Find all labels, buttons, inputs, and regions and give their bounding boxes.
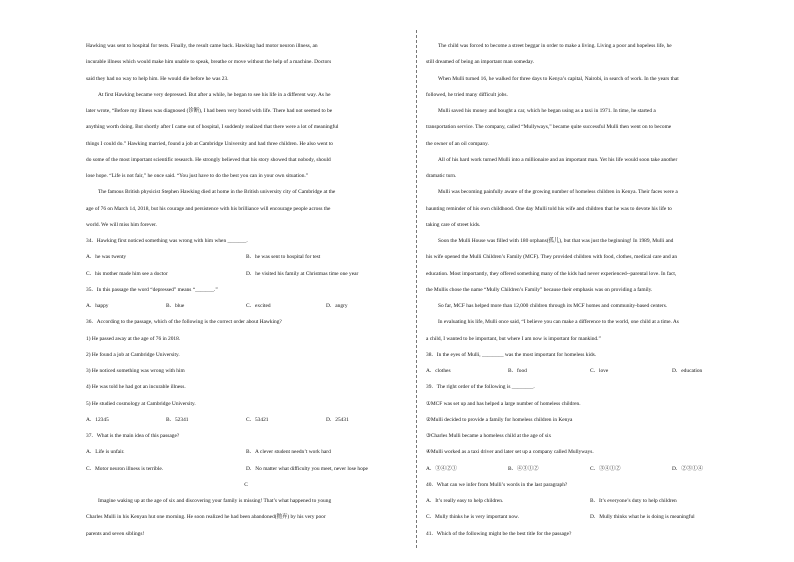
text-line: When Mulli turned 16, he walked for three days to Kenya’s capital, Nairobi, in search of work. In the years that	[438, 75, 679, 82]
passage-b-text	[86, 38, 406, 233]
question-38-options	[426, 363, 754, 379]
text-line: incurable illness which would make him unable to speak, breathe or move without the help of a machine. Doctors	[86, 59, 332, 66]
question-36: 36．According to the passage, which of the following is the correct order about Hawking?	[86, 319, 282, 326]
question-36-item-4: 4) He was told he had got an incurable illness.	[86, 384, 186, 391]
text-line: Hawking was sent to hospital for tests. Finally, the result came back. Hawking had motor neuron illness, an	[86, 43, 318, 49]
text-line: lose hope. “Life is not fair,” he once said. “You just have to do the best you can in your own situation.”	[86, 173, 309, 179]
option-c: C．Mully thinks he is very important now.	[426, 514, 519, 521]
text-line: So far, MCF has helped more than 12,000 children through its MCF homes and community-based centers.	[438, 303, 668, 309]
text-line: transportation service. The company, called “Mullyways,” became quite successful Mulli then went on to become	[426, 124, 672, 131]
question-36-item-2: 2) He found a job at Cambridge University.	[86, 351, 180, 358]
option-c: C．his mother made him see a doctor	[86, 270, 168, 277]
option-d: D．Mully thinks what he is doing is meaningful	[590, 514, 695, 521]
text-line: education. Most importantly, they offered something many of the kids had never experienced--parental love. In fact,	[426, 270, 677, 277]
option-a: A．③④②①	[426, 465, 457, 472]
question-35-options	[86, 298, 406, 314]
text-line: age of 76 on March 14, 2018, but his courage and persistence with his brilliance will encourage people across the	[86, 205, 331, 212]
question-34-options-row2	[86, 266, 406, 282]
option-b: B．he was sent to hospital for test	[246, 254, 321, 261]
right-column	[426, 38, 754, 542]
option-c: C．excited	[246, 303, 271, 309]
text-line: Charles Mulli in his Kenyan hut one morning. He soon realized he had been abandoned(抛弃) by his very poor	[86, 514, 326, 521]
text-line: do some of the most important scientific research. He strongly believed that his story showed that nobody, should	[86, 156, 331, 163]
option-c: C．love	[590, 368, 609, 374]
option-b: B．food	[508, 368, 527, 374]
text-line: The child was forced to become a street beggar in order to make a living. Living a poor and hopeless life, he	[438, 43, 672, 49]
option-d: D．No matter what difficulty you meet, never lose hope	[246, 465, 368, 472]
question-37-options-row2	[86, 461, 406, 477]
text-line: still dreamed of being an important man someday.	[426, 59, 535, 66]
question-39-item-2: ②Mulli decided to provide a family for homeless children in Kenya	[426, 416, 573, 423]
text-line: At first Hawking became very depressed. But after a while, he began to see his life in a different way. As he	[98, 91, 331, 98]
text-line: anything worth doing. But shortly after I came out of hospital, I suddenly realized that there were a lot of meaningful	[86, 124, 339, 131]
question-37-options-row1	[86, 444, 406, 460]
option-a: A．he was twenty	[86, 254, 127, 261]
question-36-item-3: 3) He noticed something was wrong with him	[86, 368, 185, 374]
text-line: In evaluating his life, Mulli once said, “I believe you can make a difference to the world, one child at a time. As	[438, 319, 679, 326]
question-40-options-row1	[426, 493, 754, 509]
text-line: followed, he tried many difficult jobs.	[426, 91, 508, 98]
text-line: All of his hard work turned Mulli into a millionaire and an important man. Yet his life would soon take another	[438, 156, 678, 163]
text-line: dramatic turn.	[426, 173, 457, 179]
question-38: 38．In the eyes of Mulli, ________ was the most important for homeless kids.	[426, 351, 597, 358]
option-a: A．clothes	[426, 368, 451, 374]
option-d: D．he visited his family at Christmas time one year	[246, 270, 359, 277]
option-d: D．②③①④	[672, 465, 703, 472]
text-line: things I could do.” Hawking married, found a job at Cambridge University and had three children. He also went to	[86, 140, 334, 147]
option-a: A．It’s really easy to help children.	[426, 498, 504, 504]
text-line: Mulli was becoming painfully aware of the growing number of homeless children in Kenya. Their faces were a	[438, 189, 678, 196]
question-39-options	[426, 461, 754, 477]
question-39-item-1: ①MCF was set up and has helped a large number of homeless children.	[426, 400, 581, 407]
question-37: 37．What is the main idea of this passage?	[86, 433, 180, 439]
question-39-item-3: ③Charles Mulli became a homeless child at the age of six	[426, 433, 552, 439]
option-d: D．education	[672, 368, 703, 374]
text-line: parents and seven siblings!	[86, 530, 145, 537]
text-line: Imagine waking up at the age of six and discovering your family is missing! That’s what happened to young	[98, 498, 332, 504]
text-line: the owner of an oil company.	[426, 140, 489, 147]
text-line: world. We will miss him forever.	[86, 221, 157, 228]
option-d: D．angry	[326, 303, 348, 309]
passage-c-text	[426, 38, 754, 347]
left-column	[86, 38, 406, 542]
option-b: B．④③①②	[508, 465, 539, 472]
text-line: said they had no way to help him. He would die before he was 23.	[86, 75, 229, 82]
option-c: C．③④①②	[590, 465, 621, 472]
text-line: his wife opened the Mulli Children’s Family (MCF). They provided children with food, clothes, medical care and an	[426, 254, 678, 261]
text-line: haunting reminder of his own childhood. One day Mulli told his wife and children that he was to devote his life to	[426, 205, 672, 212]
question-40-options-row2	[426, 509, 754, 525]
text-line: The famous British physicist Stephen Hawking died at home in the British university city of Cambridge at the	[98, 189, 336, 196]
section-c-heading: C	[244, 481, 248, 488]
text-line: Mulli saved his money and bought a car, which he began using as a taxi in 1971. In time, he started a	[438, 108, 656, 114]
text-line: Soon the Mulli House was filled with 180 orphans(孤儿), but that was just the beginning! In 1989, Mulli and	[438, 238, 674, 244]
question-36-item-1: 1) He passed away at the age of 76 in 2018.	[86, 335, 181, 342]
question-39: 39．The right order of the following is ________.	[426, 384, 535, 391]
option-a: A．happy	[86, 303, 109, 309]
option-b: B．A clever student needn’t work hard	[246, 449, 331, 456]
question-34-options-row1	[86, 249, 406, 265]
option-a: A．Life is unfair.	[86, 449, 125, 456]
option-c: C．53421	[246, 416, 269, 423]
question-41: 41．Which of the following might be the best title for the passage?	[426, 530, 572, 537]
option-c: C．Motor neuron illness is terrible.	[86, 465, 164, 472]
option-b: B．52341	[166, 416, 189, 423]
text-line: later wrote, “Before my illness was diagnosed (诊断), I had been very bored with life. There had not seemed to be	[86, 108, 333, 114]
option-d: D．25431	[326, 416, 349, 423]
question-40: 40．What can we infer from Mulli’s words in the last paragraph?	[426, 481, 568, 488]
question-35: 35．In this passage the word “depressed” means “_______.”	[86, 286, 218, 293]
question-39-item-4: ④Mulli worked as a taxi driver and later set up a company called Mullyways.	[426, 449, 594, 456]
option-b: B．It’s everyone’s duty to help children	[590, 498, 677, 504]
question-36-item-5: 5) He studied cosmology at Cambridge University.	[86, 400, 196, 407]
text-line: the Mullis chose the name “Mully Children’s Family” because their emphasis was on providing a family.	[426, 286, 653, 293]
text-line: taking care of street kids.	[426, 221, 481, 228]
column-divider	[416, 30, 417, 548]
question-36-options	[86, 412, 406, 428]
text-line: a child, I wanted to be important, but where I am now is important for mankind.”	[426, 335, 601, 342]
question-34: 34．Hawking first noticed something was wrong with him when _______.	[86, 238, 248, 244]
option-a: A．12345	[86, 416, 109, 423]
passage-c-intro	[86, 493, 406, 542]
option-b: B．blue	[166, 303, 185, 309]
